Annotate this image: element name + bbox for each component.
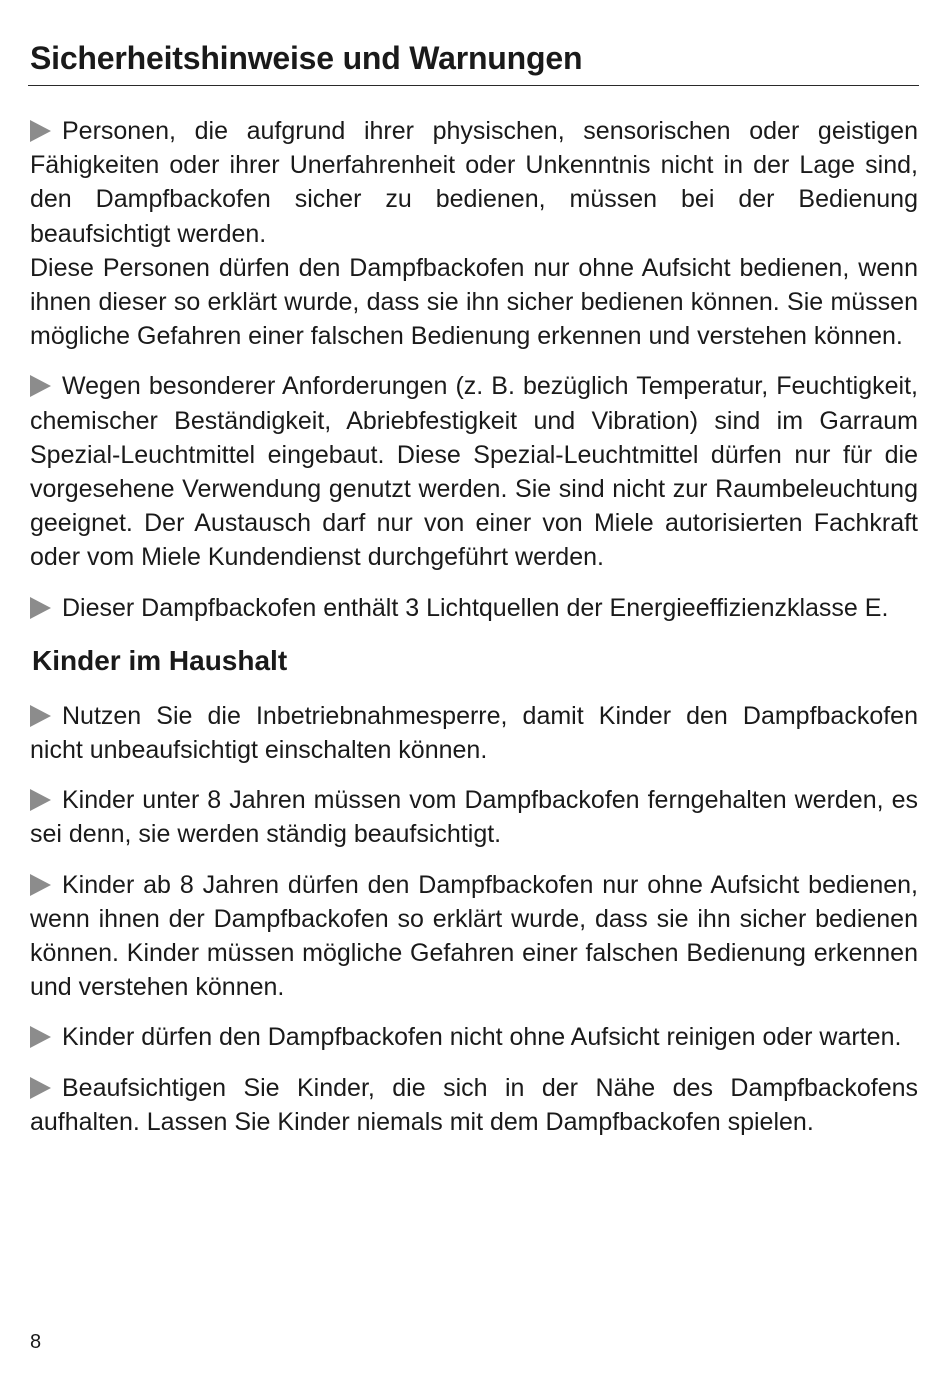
paragraph-text: Kinder dürfen den Dampfbackofen nicht ohne Aufsicht reinigen oder warten.	[62, 1023, 902, 1052]
title-divider	[28, 85, 919, 86]
safety-paragraph	[30, 868, 918, 1005]
triangle-bullet-icon	[30, 597, 51, 619]
triangle-bullet-icon	[30, 120, 51, 142]
page-number: 8	[30, 1331, 42, 1353]
document-body	[30, 114, 918, 1155]
safety-paragraph	[30, 1020, 918, 1054]
safety-paragraph	[30, 114, 918, 251]
safety-paragraph-continuation	[30, 251, 918, 354]
triangle-bullet-icon	[30, 1026, 51, 1048]
paragraph-text: Nutzen Sie die Inbetriebnahmesperre, damit Kinder den Dampfbackofen nicht unbeaufsichtigt einschalten können.	[30, 701, 918, 765]
safety-paragraph	[30, 1071, 918, 1139]
page-title: Sicherheitshinweise und Warnungen	[30, 40, 583, 76]
paragraph-text: Kinder ab 8 Jahren dürfen den Dampfbackofen nur ohne Aufsicht bedienen, wenn ihnen der Dampfbackofen so erklärt wurde, dass sie ihn sicher bedienen können. Kinder müssen mögliche Gefahren einer falschen Bedienung erkennen und verstehen können.	[30, 870, 918, 1002]
triangle-bullet-icon	[30, 705, 51, 727]
paragraph-text: Beaufsichtigen Sie Kinder, die sich in der Nähe des Dampfbackofens aufhalten. Lassen Sie Kinder niemals mit dem Dampfbackofen spielen.	[30, 1073, 918, 1136]
triangle-bullet-icon	[30, 874, 51, 896]
section-heading-kinder: Kinder im Haushalt	[32, 644, 288, 676]
safety-paragraph	[30, 369, 918, 574]
safety-paragraph	[30, 783, 918, 851]
triangle-bullet-icon	[30, 375, 51, 397]
safety-paragraph	[30, 699, 918, 767]
triangle-bullet-icon	[30, 789, 51, 811]
paragraph-text: Diese Personen dürfen den Dampfbackofen nur ohne Aufsicht bedienen, wenn ihnen dieser so erklärt wurde, dass sie ihn sicher bedienen können. Sie müssen mögliche Gefahren einer falschen Bedienung erkennen und verstehen können.	[30, 253, 918, 351]
paragraph-text: Kinder unter 8 Jahren müssen vom Dampfbackofen ferngehalten werden, es sei denn, sie werden ständig beaufsichtigt.	[30, 786, 918, 849]
safety-paragraph	[30, 591, 918, 625]
paragraph-text: Wegen besonderer Anforderungen (z. B. bezüglich Temperatur, Feuchtigkeit, chemischer Beständigkeit, Abriebfestigkeit und Vibration) sind im Garraum Spezial-Leuchtmittel eingebaut. Diese Spezial-Leuchtmittel dürfen nur für die vorgesehene Verwendung genutzt werden. Sie sind nicht zur Raumbeleuchtung geeignet. Der Austausch darf nur von einer von Miele autorisierten Fachkraft oder vom Miele Kundendienst durchgeführt werden.	[30, 372, 918, 572]
paragraph-text: Dieser Dampfbackofen enthält 3 Lichtquellen der Energieeffizienzklasse E.	[62, 593, 889, 622]
triangle-bullet-icon	[30, 1077, 51, 1099]
paragraph-text: Personen, die aufgrund ihrer physischen, sensorischen oder geistigen Fähigkeiten oder ihrer Unerfahrenheit oder Unkenntnis nicht in der Lage sind, den Dampfbackofen sicher zu bedienen, müssen bei der Bedienung beaufsichtigt werden.	[30, 117, 918, 248]
